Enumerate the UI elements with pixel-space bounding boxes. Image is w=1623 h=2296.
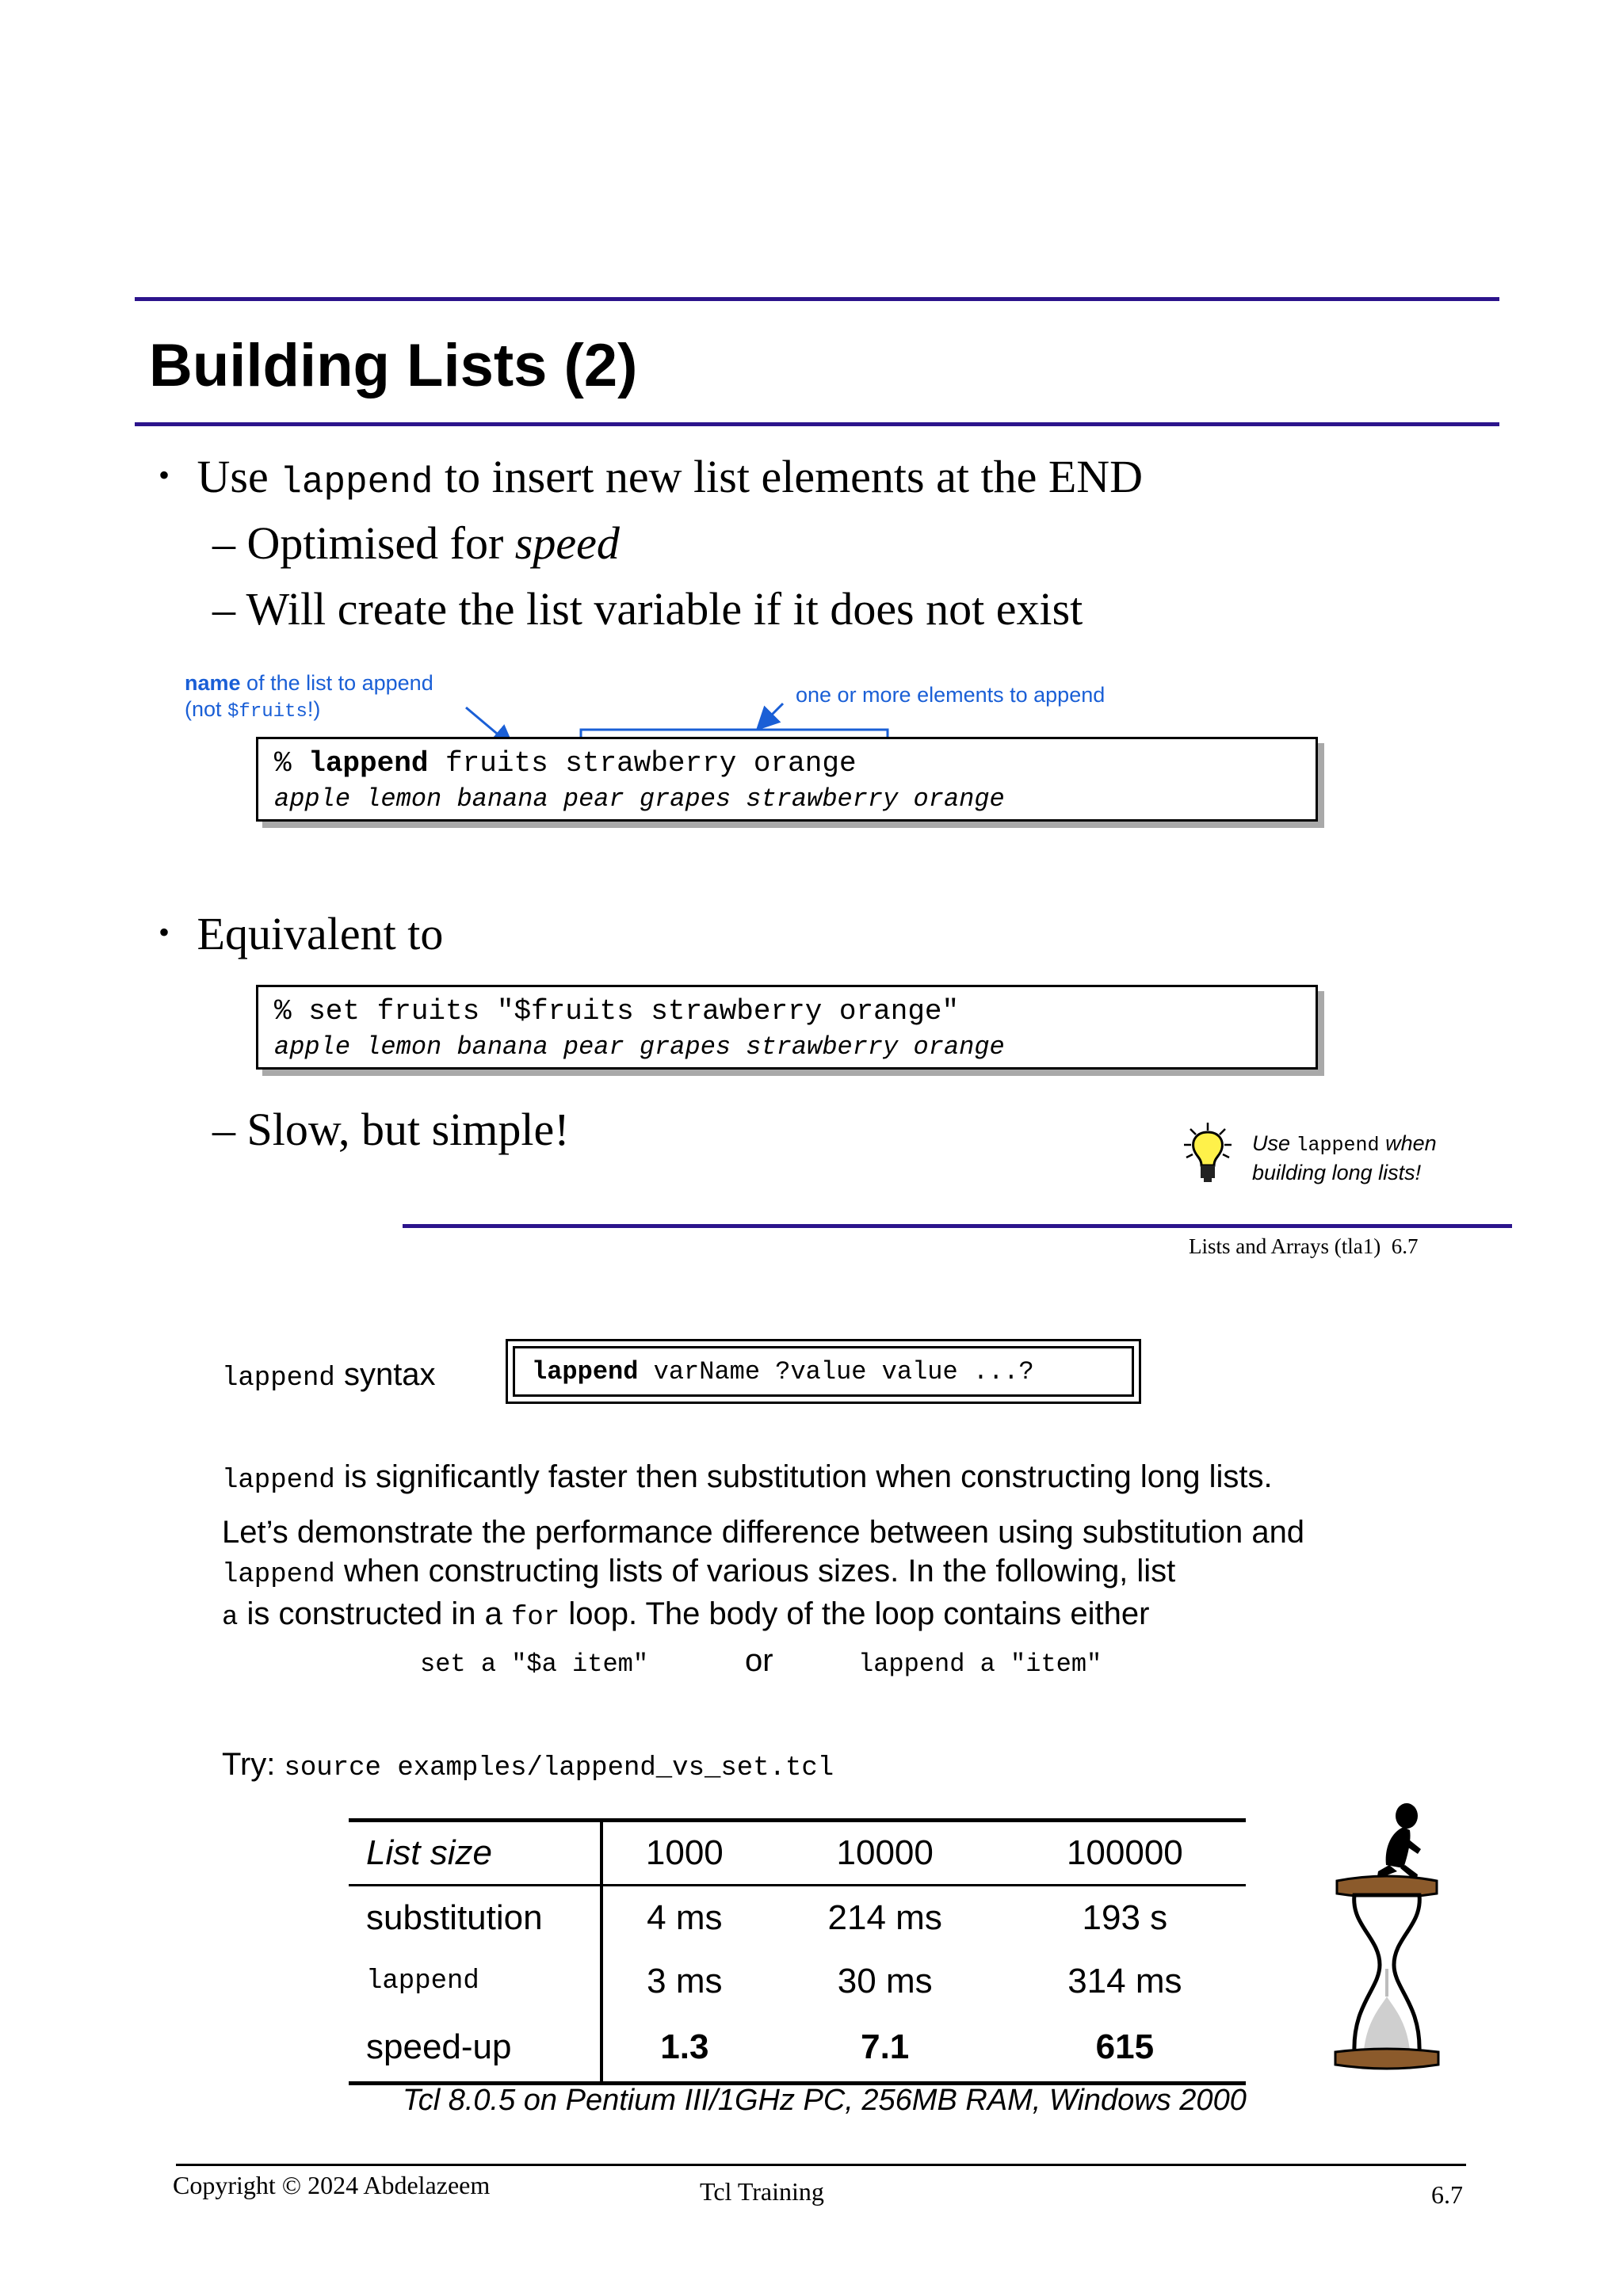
cmd-args: fruits strawberry orange [428,747,857,780]
sub-bullet-speed-pre: – Optimised for [212,517,515,569]
tip-post: when [1379,1131,1437,1155]
code-box-set-output: apple lemon banana pear grapes strawberry orange [274,1032,1005,1062]
table-header-row [349,1821,1246,1886]
p2-line3-text1: is constructed in a [238,1596,512,1631]
sub-bullet-create: – Will create the list variable if it does not exist [212,583,1083,635]
bullet-1-code: lappend [280,462,433,503]
p2-line2-code: lappend [222,1560,335,1590]
annotation-name-l2-pre: (not [185,697,228,721]
p1-text: is significantly faster then substitution when constructing long lists. [334,1459,1273,1494]
example-set: set a "$a item" [420,1650,649,1679]
code-box-lappend [256,737,1318,822]
table-caption: Tcl 8.0.5 on Pentium III/1GHz PC, 256MB RAM, Windows 2000 [403,2084,1247,2117]
table-cell: 214 ms [827,1898,942,1937]
syntax-label-code: lappend [222,1363,335,1394]
sub-bullet-slow: – Slow, but simple! [212,1104,570,1155]
p2-line1: Let’s demonstrate the performance difference between using substitution and [222,1515,1305,1550]
table-cell: 1.3 [601,2013,766,2084]
code-box-lappend-output: apple lemon banana pear grapes strawberry orange [274,784,1005,814]
tip-pre: Use [1252,1131,1296,1155]
annotation-elements: one or more elements to append [796,683,1106,707]
hourglass-figure-icon [1327,1798,1446,2084]
p2-line3-text2: loop. The body of the loop contains either [559,1596,1150,1631]
table-cell: 30 ms [837,1962,933,2000]
syntax-label-text: syntax [334,1357,436,1392]
syntax-box-text [532,1357,1034,1386]
bullet-dot: • [158,457,170,493]
prompt: % [274,747,309,780]
p1-code: lappend [222,1466,335,1496]
slide-footer-rule [403,1224,1512,1228]
sub-bullet-speed-em: speed [514,517,620,569]
table-cell: 314 ms [1067,1962,1182,2000]
notes-paragraph-1 [222,1459,1273,1496]
cmd-lappend: lappend [308,747,429,780]
table-header-cell: 10000 [766,1821,1004,1886]
slide-footer-text: Lists and Arrays (tla1) 6.7 [1189,1234,1419,1258]
bullet-dot: • [158,914,170,950]
notes-paragraph-2 [222,1513,1304,1638]
p2-line2-text: when constructing lists of various sizes. In the following, list [334,1554,1176,1589]
table-row [349,1886,1246,1951]
table-row-label: substitution [349,1886,601,1951]
tip-line2: building long lists! [1252,1161,1422,1184]
try-label: Try: [222,1747,285,1782]
bullet-2-text: Equivalent to [197,908,444,959]
example-or: or [745,1643,773,1678]
table-row [349,2013,1246,2084]
table-row [349,1950,1246,2013]
lightbulb-icon [1182,1121,1233,1184]
p2-line3-code-for: for [511,1603,560,1633]
tip-text [1252,1130,1437,1187]
table-cell: 4 ms [647,1898,723,1937]
page-footer-rule [176,2164,1466,2166]
annotation-name-bold: name [185,671,241,695]
code-box-set-cmd: % set fruits "$fruits strawberry orange" [274,995,960,1028]
page-footer-copyright: Copyright © 2024 Abdelazeem [173,2171,491,2199]
syntax-args: varName ?value value ...? [638,1357,1034,1386]
try-code: source examples/lappend_vs_set.tcl [284,1753,834,1783]
code-box-set [256,985,1318,1070]
table-row-label: lappend [349,1950,601,2013]
annotation-name-l2-code: $fruits [227,701,307,723]
code-box-lappend-cmd [274,747,857,780]
syntax-label [222,1357,436,1394]
table-cell: 3 ms [647,1962,723,2000]
slide-title: Building Lists (2) [149,332,638,399]
annotation-name-rest: of the list to append [240,671,433,695]
syntax-box [506,1339,1141,1404]
example-lappend: lappend a "item" [858,1650,1102,1679]
page-footer-title: Tcl Training [700,2177,824,2206]
arrow-to-elements [759,704,783,727]
table-header-cell: List size [349,1821,601,1886]
page-footer-page-number: 6.7 [1431,2180,1463,2209]
table-row-label: speed-up [349,2013,601,2084]
table-cell: 615 [1004,2013,1246,2084]
annotation-name-l2-post: !) [307,697,321,721]
table-cell: 7.1 [766,2013,1004,2084]
tip-code: lappend [1296,1134,1380,1157]
bullet-1-post: to insert new list elements at the END [433,451,1144,502]
bullet-2 [158,907,443,960]
bullet-1-pre: Use [197,451,281,502]
syntax-cmd: lappend [532,1357,639,1386]
table-cell: 193 s [1082,1898,1168,1937]
performance-table [349,1818,1246,2085]
table-header-cell: 1000 [601,1821,766,1886]
try-line [222,1747,834,1783]
table-header-cell: 100000 [1004,1821,1246,1886]
p2-line3-code-a: a [222,1603,239,1633]
